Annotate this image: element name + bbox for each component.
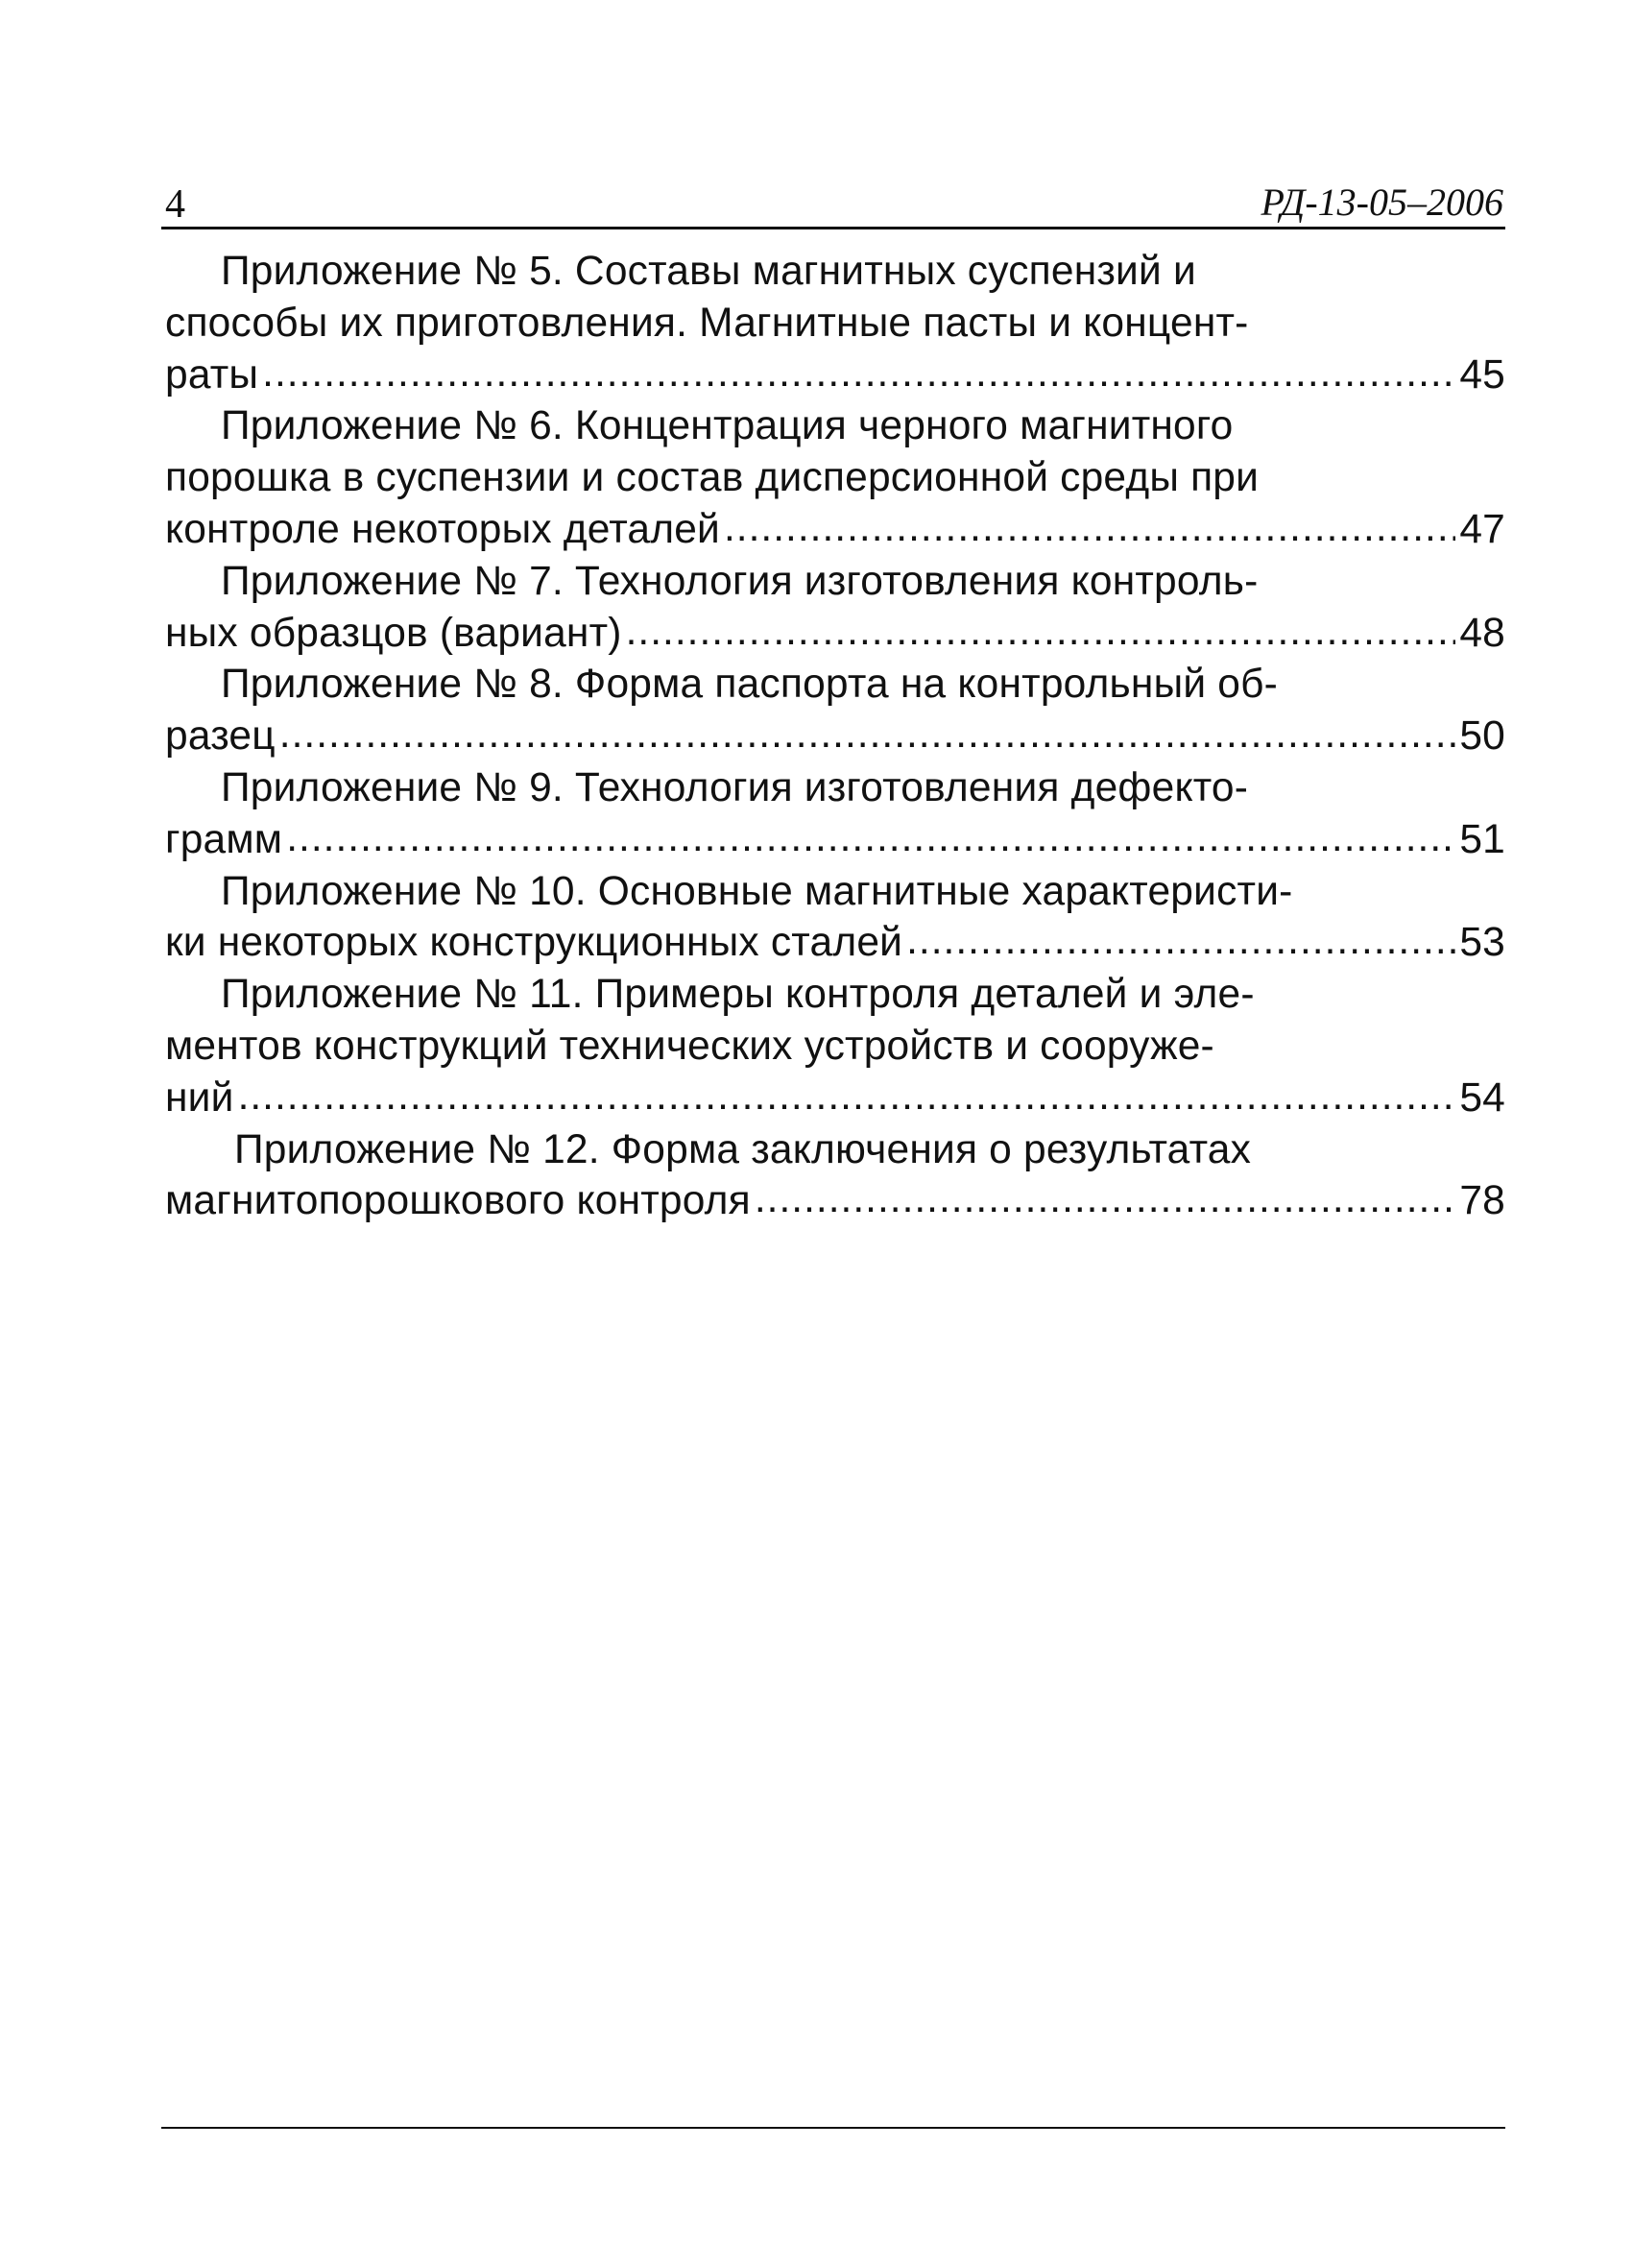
toc-entry-last-line bbox=[165, 814, 1505, 866]
toc-entry-line: грамм bbox=[165, 816, 283, 862]
toc-page-number: 45 bbox=[1459, 351, 1505, 398]
dot-leader bbox=[279, 711, 1456, 760]
toc-entry-line: ментов конструкций технических устройств и сооруже- bbox=[165, 1023, 1214, 1069]
dot-leader bbox=[286, 814, 1455, 864]
toc-entry-appendix-8[interactable] bbox=[165, 659, 1505, 762]
dot-leader bbox=[906, 917, 1455, 967]
toc-entry-appendix-6[interactable] bbox=[165, 400, 1505, 555]
toc-page-number: 53 bbox=[1459, 920, 1505, 966]
toc-entry-appendix-11[interactable] bbox=[165, 969, 1505, 1123]
dot-leader bbox=[262, 350, 1455, 399]
toc-entry-appendix-12[interactable] bbox=[165, 1124, 1505, 1228]
toc-page-number: 48 bbox=[1459, 610, 1505, 656]
toc-entry-appendix-7[interactable] bbox=[165, 556, 1505, 660]
page-header bbox=[161, 181, 1505, 229]
toc-entry-line: Приложение № 6. Концентрация черного магнитного bbox=[221, 403, 1234, 449]
toc-entry-last-line bbox=[165, 350, 1505, 401]
footer-rule bbox=[161, 2127, 1505, 2129]
toc-entry-last-line bbox=[165, 711, 1505, 762]
dot-leader bbox=[755, 1175, 1455, 1225]
page-number: 4 bbox=[165, 182, 185, 227]
toc-page-number: 50 bbox=[1459, 713, 1505, 760]
toc-entry-line: порошка в суспензии и состав дисперсионной среды при bbox=[165, 455, 1260, 501]
dot-leader bbox=[724, 504, 1455, 554]
toc-page-number: 54 bbox=[1459, 1074, 1505, 1121]
toc-entry-line: Приложение № 5. Составы магнитных суспензий и bbox=[221, 249, 1196, 294]
toc-entry-line: Приложение № 7. Технология изготовления контроль- bbox=[221, 558, 1259, 604]
document-code: РД-13-05–2006 bbox=[1261, 181, 1503, 224]
toc-entry-last-line bbox=[165, 1073, 1505, 1124]
toc-entry-line: контроле некоторых деталей bbox=[165, 506, 720, 552]
toc-entry-appendix-9[interactable] bbox=[165, 762, 1505, 866]
table-of-contents bbox=[165, 246, 1505, 1227]
toc-entry-last-line bbox=[165, 608, 1505, 660]
toc-page-number: 47 bbox=[1459, 506, 1505, 552]
toc-entry-appendix-10[interactable] bbox=[165, 866, 1505, 970]
toc-entry-line: Приложение № 9. Технология изготовления дефекто- bbox=[221, 764, 1249, 810]
toc-entry-line: разец bbox=[165, 713, 276, 760]
toc-entry-line: ных образцов (вариант) bbox=[165, 610, 622, 656]
toc-entry-last-line bbox=[165, 504, 1505, 556]
dot-leader bbox=[238, 1073, 1456, 1122]
toc-entry-line: магнитопорошкового контроля bbox=[165, 1178, 751, 1224]
toc-entry-line: Приложение № 12. Форма заключения о результатах bbox=[234, 1126, 1252, 1172]
toc-entry-last-line bbox=[165, 917, 1505, 969]
dot-leader bbox=[626, 608, 1456, 658]
toc-entry-line: Приложение № 10. Основные магнитные характеристи- bbox=[221, 868, 1293, 914]
toc-entry-line: ний bbox=[165, 1074, 234, 1121]
toc-entry-line: Приложение № 8. Форма паспорта на контрольный об- bbox=[221, 662, 1278, 708]
toc-page-number: 51 bbox=[1459, 816, 1505, 862]
toc-entry-line: раты bbox=[165, 351, 259, 398]
toc-entry-line: ки некоторых конструкционных сталей bbox=[165, 920, 903, 966]
toc-page-number: 78 bbox=[1459, 1178, 1505, 1224]
toc-entry-appendix-5[interactable] bbox=[165, 246, 1505, 400]
toc-entry-line: Приложение № 11. Примеры контроля деталей и эле- bbox=[221, 972, 1255, 1018]
toc-entry-line: способы их приготовления. Магнитные пасты и концент- bbox=[165, 300, 1249, 346]
toc-entry-last-line bbox=[165, 1175, 1505, 1227]
